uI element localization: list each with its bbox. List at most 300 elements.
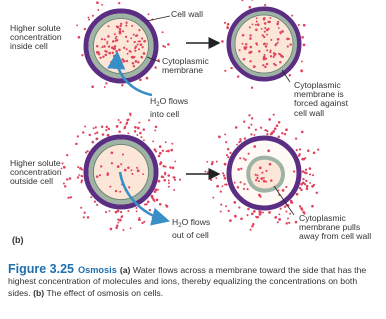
- solute-dot: [134, 41, 136, 43]
- solute-dot: [113, 55, 116, 58]
- solute-dot: [261, 28, 263, 30]
- label-membrane-forced: Cytoplasmic membrane is forced against cell wall: [294, 80, 348, 118]
- solute-dot: [249, 34, 251, 36]
- solute-dot: [163, 179, 166, 182]
- solute-dot: [253, 145, 256, 148]
- solute-dot: [100, 165, 102, 167]
- solute-dot: [170, 149, 173, 152]
- solute-dot: [118, 119, 120, 121]
- solute-dot: [263, 177, 265, 179]
- solute-dot: [274, 216, 277, 219]
- solute-dot: [264, 66, 266, 68]
- solute-dot: [105, 211, 107, 213]
- solute-dot: [273, 56, 275, 58]
- solute-dot: [243, 188, 245, 190]
- solute-dot: [289, 213, 291, 215]
- solute-dot: [248, 153, 250, 155]
- solute-dot: [125, 22, 127, 24]
- solute-dot: [263, 17, 266, 20]
- solute-dot: [146, 77, 149, 80]
- solute-dot: [296, 193, 299, 196]
- solute-dot: [128, 119, 130, 121]
- solute-dot: [141, 56, 143, 58]
- solute-dot: [108, 128, 111, 131]
- solute-dot: [277, 42, 279, 44]
- solute-dot: [87, 216, 90, 219]
- solute-dot: [117, 210, 120, 213]
- solute-dot: [305, 172, 308, 175]
- solute-dot: [158, 213, 160, 215]
- solute-dot: [130, 37, 132, 39]
- solute-dot: [109, 186, 111, 188]
- solute-dot: [121, 58, 124, 61]
- solute-dot: [233, 201, 236, 204]
- solute-dot: [124, 169, 127, 172]
- solute-dot: [267, 149, 270, 152]
- solute-dot: [123, 60, 125, 62]
- solute-dot: [118, 2, 120, 4]
- solute-dot: [122, 153, 124, 155]
- solute-dot: [239, 138, 241, 140]
- solute-dot: [112, 52, 114, 54]
- label-membrane-pulls: Cytoplasmic membrane pulls away from cell wall: [299, 213, 372, 242]
- solute-dot: [266, 63, 268, 65]
- solute-dot: [133, 65, 135, 67]
- label-water-into-cell: $H_2O$ flows into cell: [150, 96, 189, 120]
- solute-dot: [85, 151, 87, 153]
- solute-dot: [80, 175, 82, 177]
- solute-dot: [264, 4, 266, 6]
- solute-dot: [230, 67, 232, 69]
- solute-dot: [238, 168, 240, 170]
- solute-dot: [138, 29, 140, 31]
- solute-dot: [276, 23, 279, 26]
- solute-dot: [240, 168, 242, 170]
- solute-dot: [275, 43, 277, 45]
- solute-dot: [270, 39, 272, 41]
- solute-dot: [250, 46, 253, 49]
- solute-dot: [136, 167, 138, 169]
- solute-dot: [120, 23, 122, 25]
- solute-dot: [237, 186, 240, 189]
- solute-dot: [116, 125, 119, 128]
- solute-dot: [266, 34, 268, 36]
- solute-dot: [278, 135, 281, 138]
- solute-dot: [210, 179, 212, 181]
- solute-dot: [306, 185, 309, 188]
- solute-dot: [255, 216, 257, 218]
- solute-dot: [259, 213, 262, 216]
- solute-dot: [130, 169, 132, 171]
- solute-dot: [249, 60, 251, 62]
- solute-dot: [96, 1, 99, 4]
- solute-dot: [287, 217, 289, 219]
- solute-dot: [96, 175, 99, 178]
- solute-dot: [154, 190, 157, 193]
- solute-dot: [165, 141, 167, 143]
- solute-dot: [242, 43, 244, 45]
- solute-dot: [167, 43, 170, 46]
- solute-dot: [253, 65, 256, 68]
- solute-dot: [143, 139, 145, 141]
- solute-dot: [107, 25, 109, 27]
- solute-dot: [166, 150, 168, 152]
- solute-dot: [273, 114, 275, 116]
- solute-dot: [117, 219, 119, 221]
- solute-dot: [248, 127, 250, 129]
- solute-dot: [209, 169, 211, 171]
- solute-dot: [269, 17, 271, 19]
- solute-dot: [97, 9, 99, 11]
- solute-dot: [299, 148, 301, 150]
- solute-dot: [264, 54, 266, 56]
- solute-dot: [173, 189, 175, 191]
- solute-dot: [120, 211, 122, 213]
- solute-dot: [256, 17, 258, 19]
- solute-dot: [227, 23, 230, 26]
- solute-dot: [84, 28, 86, 30]
- solute-dot: [216, 185, 219, 188]
- solute-dot: [78, 174, 80, 176]
- solute-dot: [256, 21, 258, 23]
- solute-dot: [122, 66, 124, 68]
- label-cytoplasmic-membrane: Cytoplasmic membrane: [162, 56, 209, 76]
- solute-dot: [162, 150, 164, 152]
- solute-dot: [226, 27, 229, 30]
- solute-dot: [133, 56, 135, 58]
- solute-dot: [66, 178, 68, 180]
- solute-dot: [246, 214, 248, 216]
- solute-dot: [277, 21, 279, 23]
- solute-dot: [135, 60, 138, 63]
- solute-dot: [148, 13, 150, 15]
- solute-dot: [89, 134, 91, 136]
- solute-dot: [77, 135, 79, 137]
- solute-dot: [132, 62, 135, 65]
- solute-dot: [255, 174, 257, 176]
- solute-dot: [154, 200, 156, 202]
- solute-dot: [243, 46, 245, 48]
- solute-dot: [224, 133, 226, 135]
- solute-dot: [138, 122, 140, 124]
- solute-dot: [125, 123, 127, 125]
- solute-dot: [303, 24, 306, 27]
- solute-dot: [317, 149, 319, 151]
- solute-dot: [163, 165, 166, 168]
- solute-dot: [316, 192, 318, 194]
- solute-dot: [130, 51, 132, 53]
- solute-dot: [268, 118, 271, 121]
- solute-dot: [253, 210, 256, 213]
- solute-dot: [101, 38, 103, 40]
- solute-dot: [251, 117, 253, 119]
- solute-dot: [239, 157, 241, 159]
- solute-dot: [168, 180, 170, 182]
- solute-dot: [107, 134, 109, 136]
- solute-dot: [266, 29, 268, 31]
- solute-dot: [264, 22, 267, 25]
- solute-dot: [107, 35, 110, 38]
- solute-dot: [234, 215, 237, 218]
- solute-dot: [277, 38, 280, 41]
- solute-dot: [257, 23, 260, 26]
- solute-dot: [307, 149, 310, 152]
- solute-dot: [101, 4, 103, 6]
- solute-dot: [121, 84, 123, 86]
- solute-dot: [253, 134, 255, 136]
- solute-dot: [112, 40, 115, 43]
- solute-dot: [119, 28, 121, 30]
- solute-dot: [75, 143, 78, 146]
- solute-dot: [278, 27, 280, 29]
- solute-dot: [103, 45, 106, 48]
- solute-dot: [159, 203, 162, 206]
- solute-dot: [120, 163, 122, 165]
- solute-dot: [248, 114, 250, 116]
- solute-dot: [77, 166, 79, 168]
- solute-dot: [138, 48, 140, 50]
- solute-dot: [240, 181, 242, 183]
- solute-dot: [301, 209, 303, 211]
- solute-dot: [139, 132, 142, 135]
- solute-dot: [105, 129, 107, 131]
- solute-dot: [126, 121, 128, 123]
- solute-dot: [81, 179, 83, 181]
- solute-dot: [273, 63, 275, 65]
- solute-dot: [168, 182, 170, 184]
- solute-dot: [113, 47, 116, 50]
- solute-dot: [270, 50, 272, 52]
- solute-dot: [243, 121, 245, 123]
- solute-dot: [255, 29, 258, 32]
- solute-dot: [118, 131, 121, 134]
- solute-dot: [64, 185, 66, 187]
- solute-dot: [300, 70, 303, 73]
- solute-dot: [256, 177, 258, 179]
- solute-dot: [125, 36, 127, 38]
- solute-dot: [90, 196, 92, 198]
- solute-dot: [274, 53, 276, 55]
- solute-dot: [258, 180, 260, 182]
- solute-dot: [155, 67, 157, 69]
- solute-dot: [229, 219, 232, 222]
- solute-dot: [83, 216, 85, 218]
- solute-dot: [249, 37, 252, 40]
- solute-dot: [224, 177, 227, 180]
- solute-dot: [211, 163, 214, 166]
- solute-dot: [227, 156, 229, 158]
- solute-dot: [96, 138, 99, 141]
- solute-dot: [140, 44, 142, 46]
- solute-dot: [168, 186, 170, 188]
- solute-dot: [296, 149, 298, 151]
- solute-dot: [293, 170, 295, 172]
- solute-dot: [115, 190, 117, 192]
- solute-dot: [155, 151, 157, 153]
- solute-dot: [153, 211, 155, 213]
- solute-dot: [119, 219, 122, 222]
- solute-dot: [109, 210, 111, 212]
- solute-dot: [117, 26, 120, 29]
- solute-dot: [305, 169, 307, 171]
- label-solute-inside: Higher solute concentration inside cell: [10, 23, 62, 52]
- solute-dot: [309, 182, 311, 184]
- solute-dot: [98, 53, 101, 56]
- solute-dot: [244, 137, 246, 139]
- solute-dot: [158, 180, 161, 183]
- solute-dot: [77, 176, 79, 178]
- solute-dot: [128, 186, 130, 188]
- solute-dot: [120, 25, 122, 27]
- solute-dot: [134, 130, 136, 132]
- solute-dot: [215, 177, 217, 179]
- solute-dot: [127, 132, 129, 134]
- solute-dot: [288, 222, 290, 224]
- solute-dot: [117, 222, 119, 224]
- label-cell-wall: Cell wall: [171, 9, 203, 19]
- solute-dot: [289, 43, 291, 45]
- solute-dot: [264, 27, 266, 29]
- solute-dot: [110, 61, 112, 63]
- solute-dot: [125, 25, 127, 27]
- solute-dot: [251, 87, 253, 89]
- solute-dot: [268, 211, 271, 214]
- solute-dot: [295, 137, 297, 139]
- solute-dot: [270, 179, 272, 181]
- solute-dot: [114, 33, 116, 35]
- solute-dot: [279, 31, 281, 33]
- solute-dot: [278, 218, 281, 221]
- solute-dot: [212, 197, 214, 199]
- solute-dot: [278, 121, 281, 124]
- solute-dot: [299, 205, 301, 207]
- cell-a-after: [216, 0, 305, 89]
- solute-dot: [266, 133, 268, 135]
- solute-dot: [127, 166, 130, 169]
- solute-dot: [107, 172, 109, 174]
- solute-dot: [66, 154, 68, 156]
- solute-dot: [96, 45, 98, 47]
- solute-dot: [136, 207, 138, 209]
- solute-dot: [278, 213, 280, 215]
- solute-dot: [218, 136, 221, 139]
- solute-dot: [70, 196, 72, 198]
- solute-dot: [229, 152, 231, 154]
- solute-dot: [137, 127, 140, 130]
- solute-dot: [309, 173, 311, 175]
- solute-dot: [311, 205, 314, 208]
- solute-dot: [105, 54, 108, 57]
- solute-dot: [282, 189, 285, 192]
- solute-dot: [239, 140, 241, 142]
- solute-dot: [309, 167, 312, 170]
- solute-dot: [222, 172, 224, 174]
- solute-dot: [111, 162, 113, 164]
- solute-dot: [149, 209, 151, 211]
- solute-dot: [266, 130, 268, 132]
- solute-dot: [285, 222, 288, 225]
- solute-dot: [140, 136, 142, 138]
- solute-dot: [106, 51, 108, 53]
- solute-dot: [252, 23, 254, 25]
- solute-dot: [301, 131, 304, 134]
- solute-dot: [96, 132, 98, 134]
- solute-dot: [111, 46, 114, 49]
- solute-dot: [248, 6, 251, 9]
- solute-dot: [115, 50, 118, 53]
- solute-dot: [263, 36, 265, 38]
- solute-dot: [92, 141, 95, 144]
- solute-dot: [67, 197, 69, 199]
- solute-dot: [174, 161, 176, 163]
- solute-dot: [164, 172, 166, 174]
- solute-dot: [131, 56, 134, 59]
- solute-dot: [259, 167, 262, 170]
- solute-dot: [137, 43, 139, 45]
- solute-dot: [260, 127, 262, 129]
- solute-dot: [94, 200, 96, 202]
- solute-dot: [63, 182, 65, 184]
- solute-dot: [269, 163, 272, 166]
- solute-dot: [143, 40, 146, 43]
- solute-dot: [134, 126, 137, 129]
- solute-dot: [158, 155, 161, 158]
- solute-dot: [127, 53, 129, 55]
- solute-dot: [115, 227, 118, 230]
- solute-dot: [303, 44, 306, 47]
- leader-cell-wall: [147, 16, 170, 21]
- solute-dot: [120, 61, 122, 63]
- solute-dot: [172, 167, 175, 170]
- solute-dot: [255, 129, 257, 131]
- solute-dot: [240, 217, 243, 220]
- solute-dot: [302, 178, 304, 180]
- solute-dot: [99, 174, 101, 176]
- caption-text-a: Water flows across a membrane toward the side that has the highest concentration of molecules and ions, thereby equalizing the concentrations on both sides.: [8, 265, 367, 298]
- solute-dot: [99, 57, 101, 59]
- solute-dot: [142, 46, 144, 48]
- solute-dot: [239, 49, 241, 51]
- solute-dot: [295, 221, 298, 224]
- solute-dot: [127, 210, 129, 212]
- solute-dot: [124, 126, 126, 128]
- solute-dot: [265, 170, 267, 172]
- solute-dot: [61, 162, 63, 164]
- solute-dot: [141, 37, 143, 39]
- solute-dot: [298, 154, 300, 156]
- solute-dot: [147, 201, 150, 204]
- solute-dot: [263, 58, 266, 61]
- solute-dot: [106, 43, 108, 45]
- solute-dot: [242, 34, 245, 37]
- solute-dot: [121, 215, 123, 217]
- solute-dot: [63, 166, 66, 169]
- solute-dot: [143, 221, 145, 223]
- solute-dot: [155, 126, 158, 129]
- solute-dot: [237, 75, 239, 77]
- solute-dot: [256, 174, 258, 176]
- solute-dot: [204, 171, 206, 173]
- solute-dot: [265, 181, 267, 183]
- solute-dot: [119, 30, 122, 33]
- solute-dot: [133, 34, 135, 36]
- solute-dot: [162, 31, 164, 33]
- solute-dot: [250, 133, 252, 135]
- solute-dot: [159, 145, 162, 148]
- solute-dot: [281, 132, 283, 134]
- solute-dot: [228, 210, 230, 212]
- solute-dot: [260, 177, 263, 180]
